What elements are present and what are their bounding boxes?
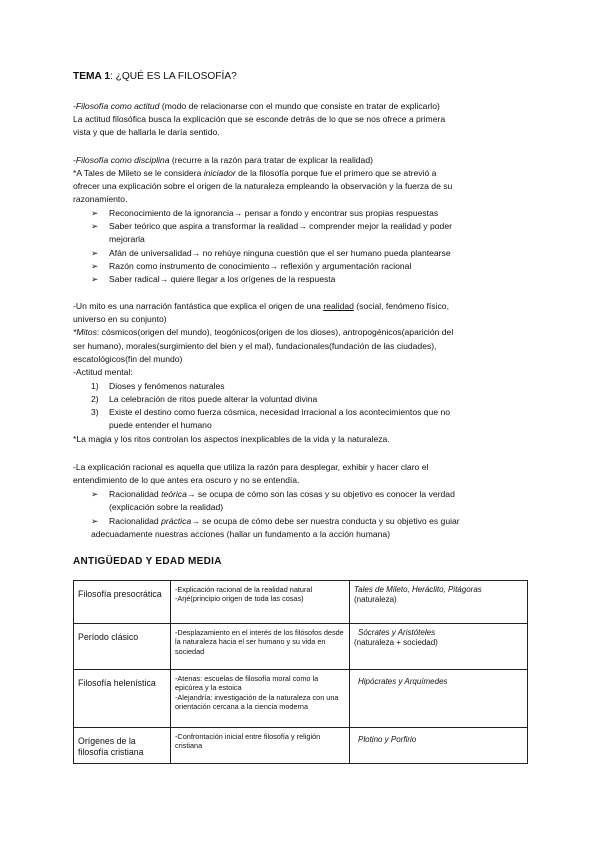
desc-line: -Explicación racional de la realidad natural [175,585,313,594]
table-cell-authors [350,581,528,624]
text-span: → se ocupa de cómo debe ser nuestra conducta y su objetivo es guiar [191,516,460,526]
authors: Tales de Mileto, Heráclito, Pitágoras [354,585,482,594]
authors: Hipócrates y Arquímedes [358,677,448,686]
list-item-continuation: mejorarla [109,234,145,244]
table-cell-period: Orígenes de la filosofía cristiana [74,728,171,764]
table-cell-period: Filosofía helenística [74,670,171,728]
paragraph-line: vista y que de hallarla le daría sentido. [73,127,220,137]
disciplina-label: -Filosofía como disciplina [73,155,170,165]
table-cell-desc [171,728,350,764]
paragraph-line: ofrecer una explicación sobre el origen de la naturaleza empleando la observación y la fuerza de su [73,181,453,191]
numbered-item: La celebración de ritos puede alterar la voluntad divina [109,394,318,404]
disciplina-heading [73,155,533,166]
list-number: 2) [91,394,99,404]
numbered-item: Existe el destino como fuerza cósmica, necesidad irracional a los acontecimientos que no [109,407,451,417]
bullet-arrow-icon: ➢ [91,248,99,258]
page-title [73,71,533,82]
paragraph-line: -La explicación racional es aquella que utiliza la razón para desplegar, exhibir y hacer claro el [73,462,429,472]
table-cell-authors [350,670,528,728]
text-span: : cósmicos(origen del mundo), teogónicos(origen de los dioses), antropogénicos(aparición del [96,327,454,337]
table-row [74,624,528,670]
bullet-arrow-icon: ➢ [91,516,99,526]
bullet-arrow-icon: ➢ [91,208,99,218]
bullet-arrow-icon: ➢ [91,221,99,231]
paragraph-line [73,168,533,179]
text-span-underlined: realidad [323,301,354,311]
title-rest: : ¿QUÉ ES LA FILOSOFÍA? [109,71,237,82]
text-span: *A Tales de Mileto se le considera [73,168,204,178]
paragraph-line: *La magia y los ritos controlan los aspectos inexplicables de la vida y la naturaleza. [73,434,390,444]
paragraph-line [73,327,533,338]
table-cell-desc [171,624,350,670]
numbered-item: Dioses y fenómenos naturales [109,381,225,391]
table-cell-period: Filosofía presocrática [74,581,171,624]
authors: Plotino y Porfirio [358,735,417,744]
list-item-continuation: adecuadamente nuestras acciones (hallar un fundamento a la acción humana) [91,529,391,539]
list-item [109,489,569,500]
desc-line: -Atenas: escuelas de filosofía moral como la epicúrea y la estoica [175,674,319,693]
actitud-label: -Filosofía como actitud [73,101,160,111]
paragraph-line: -Actitud mental: [73,367,133,377]
list-item: Afán de universalidad→ no rehúye ninguna cuestión que el ser humano pueda plantearse [109,248,451,258]
text-span: Racionalidad [109,489,162,499]
text-span-italic: práctica [161,516,192,526]
table-row [74,670,528,728]
list-number: 3) [91,407,99,417]
desc-line: -Arjé(principio origen de toda las cosas) [175,594,304,604]
list-item: Reconocimiento de la ignorancia→ pensar a fondo y encontrar sus propias respuestas [109,208,439,218]
table-cell-desc [171,670,350,728]
authors: Sócrates y Aristóteles [358,628,436,637]
desc-line: -Confrontación inicial entre filosofía y religión cristiana [175,732,321,751]
paragraph-line [73,301,533,312]
list-number: 1) [91,381,99,391]
paragraph-line: La actitud filosófica busca la explicación que se esconde detrás de lo que se nos ofrece a primera [73,114,446,124]
list-item: Saber teórico que aspira a transformar la realidad→ comprender mejor la realidad y poder [109,221,452,231]
actitud-note: (modo de relacionarse con el mundo que consiste en tratar de explicarlo) [159,101,440,111]
paragraph-line: universo en su conjunto) [73,314,167,324]
bullet-arrow-icon: ➢ [91,261,99,271]
actitud-heading [73,101,533,112]
text-span: -Un mito es una narración fantástica que explica el origen de una [73,301,324,311]
bullet-arrow-icon: ➢ [91,274,99,284]
table-row [74,728,528,764]
text-span-italic: iniciador [203,168,236,178]
text-span-italic: *Mitos [73,327,97,337]
list-item-continuation: (explicación sobre la realidad) [109,502,224,512]
list-item [109,516,569,527]
list-item: Saber radical→ quiere llegar a los orígenes de la respuesta [109,274,336,284]
table-cell-authors [350,728,528,764]
paragraph-line: entendimiento de lo que antes era oscuro y no se entendía. [73,475,300,485]
paragraph-line: escatológicos(fin del mundo) [73,354,183,364]
text-span: (social, fenómeno físico, [353,301,449,311]
section-heading: ANTIGÜEDAD Y EDAD MEDIA [73,556,222,567]
periods-table [73,580,528,764]
table-cell-authors [350,624,528,670]
paragraph-line: razonamiento. [73,194,128,204]
list-item: Razón como instrumento de conocimiento→ reflexión y argumentación racional [109,261,412,271]
table-row [74,581,528,624]
paragraph-line: ser humano), morales(surgimiento del bien y el mal), fundacionales(fundación de las ciudades), [73,341,437,351]
authors-note: (naturaleza) [354,595,397,604]
text-span: → se ocupa de cómo son las cosas y su objetivo es conocer la verdad [186,489,455,499]
text-span: de la filosofía porque fue el primero que se atrevió a [235,168,437,178]
desc-line: -Alejandría: investigación de la naturaleza con una orientación cercana a la ciencia moderna [175,692,339,712]
table-cell-period: Período clásico [74,624,171,670]
text-span: Racionalidad [109,516,162,526]
table-cell-desc [171,581,350,624]
disciplina-note: (recurre a la razón para tratar de explicar la realidad) [169,155,373,165]
desc-line: -Desplazamiento en el interés de los filósofos desde la naturaleza hacia el ser humano y su vida en sociedad [175,628,344,656]
title-bold: TEMA 1 [73,71,110,82]
bullet-arrow-icon: ➢ [91,489,99,499]
authors-note: (naturaleza + sociedad) [354,638,438,647]
numbered-item-continuation: puede entender el humano [109,420,212,430]
text-span-italic: teórica [161,489,187,499]
